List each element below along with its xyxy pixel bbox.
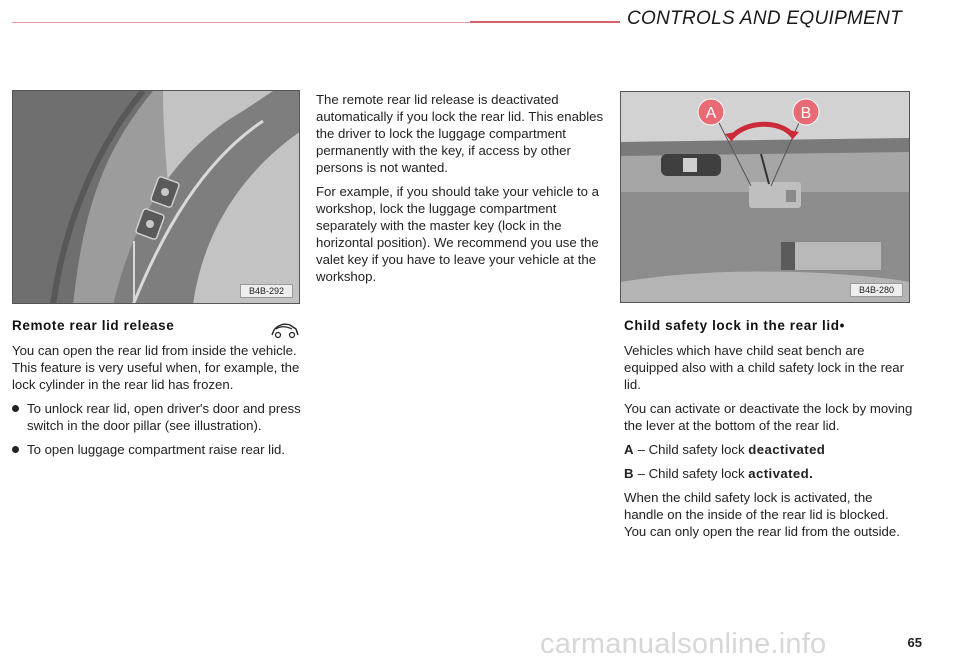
- paragraph: Vehicles which have child seat bench are equipped also with a child safety lock in the rear lid.: [624, 343, 905, 392]
- lock-state-item: B – Child safety lock activated.: [624, 466, 814, 481]
- header-rule-accent: [470, 21, 620, 23]
- bullet-icon: [12, 405, 19, 412]
- child-lock-photo: [620, 91, 910, 303]
- left-column: [12, 317, 302, 465]
- label-b: B: [800, 105, 812, 122]
- paragraph: When the child safety lock is activated, the handle on the inside of the rear lid is blocked. You can only open the rear lid from the outside.: [624, 490, 900, 539]
- paragraph: For example, if you should take your vehicle to a workshop, lock the luggage compartment separately with the master key (lock in the horizontal position). We recommend you use the valet key if you have to leave your vehicle at the workshop.: [316, 184, 599, 284]
- door-pillar-photo: [12, 90, 300, 304]
- car-icon: [270, 321, 300, 339]
- bullet-icon: [12, 446, 19, 453]
- bullet-text: To unlock rear lid, open driver's door and press switch in the door pillar (see illustration).: [27, 401, 301, 433]
- figure-ref-code: B4B-292: [240, 284, 293, 298]
- right-column: [624, 317, 914, 547]
- intro-paragraph: You can open the rear lid from inside the vehicle. This feature is very useful when, for example, the lock cylinder in the rear lid has frozen.: [12, 343, 300, 392]
- list-item: [12, 441, 302, 458]
- section-title: CONTROLS AND EQUIPMENT: [627, 8, 903, 29]
- list-item: [12, 400, 302, 434]
- paragraph: You can activate or deactivate the lock by moving the lever at the bottom of the rear lid.: [624, 401, 913, 433]
- lock-state-item: A – Child safety lock deactivated: [624, 442, 826, 457]
- paragraph: The remote rear lid release is deactivated automatically if you lock the rear lid. This enables the driver to lock the luggage compartment permanently with the key, if access by other persons is not wanted.: [316, 92, 604, 175]
- heading-child-safety-lock: Child safety lock in the rear lid•: [624, 318, 845, 333]
- middle-column: [316, 91, 606, 292]
- bullet-text: To open luggage compartment raise rear lid.: [27, 442, 286, 457]
- heading-remote-rear-lid-release: Remote rear lid release: [12, 318, 175, 333]
- figure-ref-code: B4B-280: [850, 283, 903, 297]
- page-number: 65: [907, 635, 922, 650]
- label-a: A: [705, 105, 717, 122]
- watermark: carmanualsonline.info: [540, 628, 827, 660]
